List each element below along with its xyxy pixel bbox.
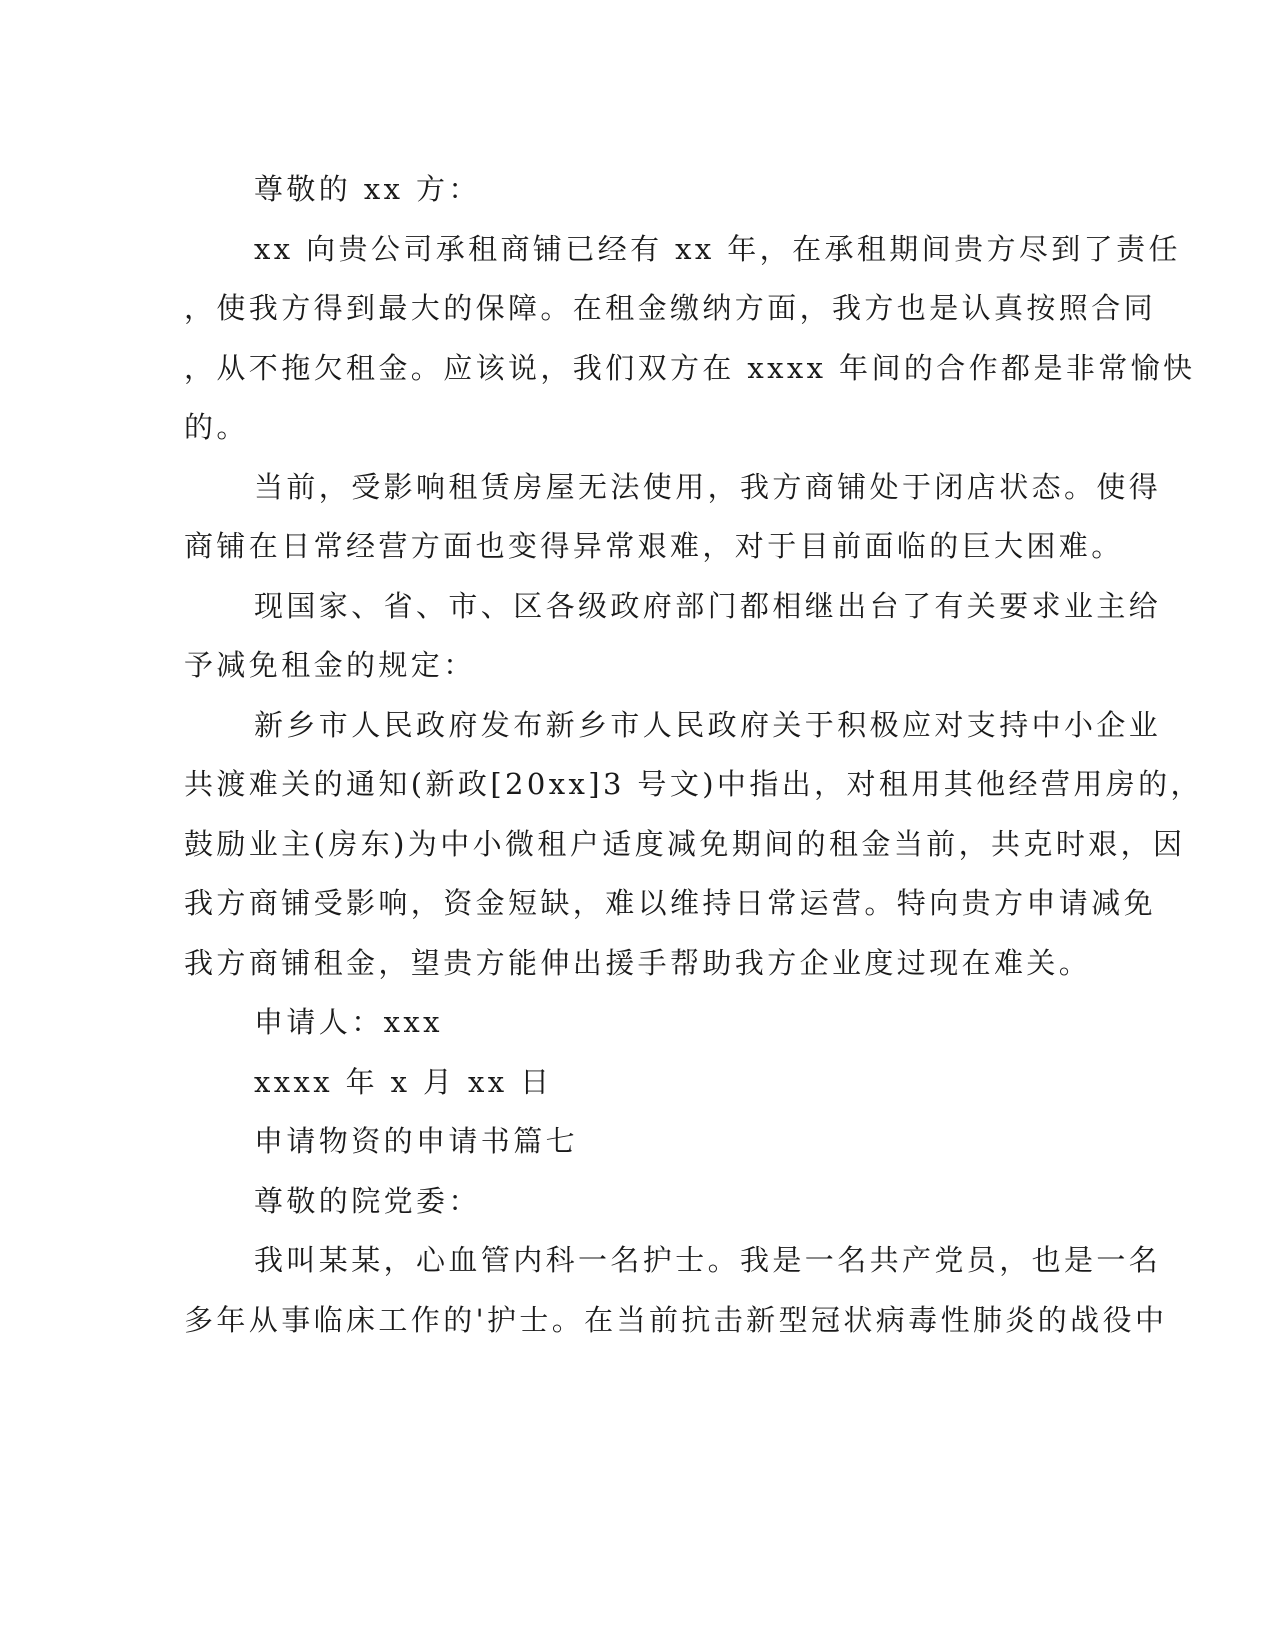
paragraph-line: 新乡市人民政府发布新乡市人民政府关于积极应对支持中小企业 <box>254 707 1162 742</box>
paragraph-line: 的。 <box>184 410 249 444</box>
salutation-line: 尊敬的院党委： <box>254 1183 481 1218</box>
salutation-line: 尊敬的 xx 方： <box>254 172 481 206</box>
paragraph-lease-history <box>184 220 1196 458</box>
application-date: xxxx 年 x 月 xx 日 <box>254 1064 553 1099</box>
paragraph-xinxiang-notice <box>184 696 1203 994</box>
applicant-line <box>184 993 1044 1053</box>
paragraph-current-situation <box>184 458 1162 577</box>
paragraph-line: ，使我方得到最大的保障。在租金缴纳方面，我方也是认真按照合同 <box>184 291 1157 325</box>
section-heading: 申请物资的申请书篇七 <box>254 1124 579 1158</box>
salutation <box>184 160 1044 220</box>
date-line <box>184 1053 1044 1113</box>
paragraph-line: 共渡难关的通知(新政[20xx]3 号文)中指出，对租用其他经营用房的， <box>184 767 1203 801</box>
paragraph-nurse-intro <box>184 1231 1168 1350</box>
paragraph-line: 多年从事临床工作的'护士。在当前抗击新型冠状病毒性肺炎的战役中 <box>184 1302 1168 1337</box>
salutation-2 <box>184 1172 1044 1232</box>
paragraph-line: 现国家、省、市、区各级政府部门都相继出台了有关要求业主给 <box>254 588 1162 623</box>
section-title <box>184 1112 1044 1172</box>
paragraph-government-policy <box>184 577 1162 696</box>
paragraph-line: 我叫某某，心血管内科一名护士。我是一名共产党员，也是一名 <box>254 1243 1162 1277</box>
applicant-name: 申请人：xxx <box>254 1005 443 1039</box>
document-body <box>184 160 1203 1350</box>
paragraph-line: 我方商铺租金，望贵方能伸出援手帮助我方企业度过现在难关。 <box>184 945 1092 980</box>
paragraph-line: 我方商铺受影响，资金短缺，难以维持日常运营。特向贵方申请减免 <box>184 886 1157 920</box>
paragraph-line: 予减免租金的规定： <box>184 648 476 682</box>
paragraph-line: xx 向贵公司承租商铺已经有 xx 年，在承租期间贵方尽到了责任 <box>254 231 1181 266</box>
paragraph-line: ，从不拖欠租金。应该说，我们双方在 xxxx 年间的合作都是非常愉快 <box>184 350 1196 385</box>
paragraph-line: 当前，受影响租赁房屋无法使用，我方商铺处于闭店状态。使得 <box>254 469 1162 504</box>
paragraph-line: 鼓励业主(房东)为中小微租户适度减免期间的租金当前，共克时艰，因 <box>184 826 1186 861</box>
paragraph-line: 商铺在日常经营方面也变得异常艰难，对于目前面临的巨大困难。 <box>184 529 1124 563</box>
